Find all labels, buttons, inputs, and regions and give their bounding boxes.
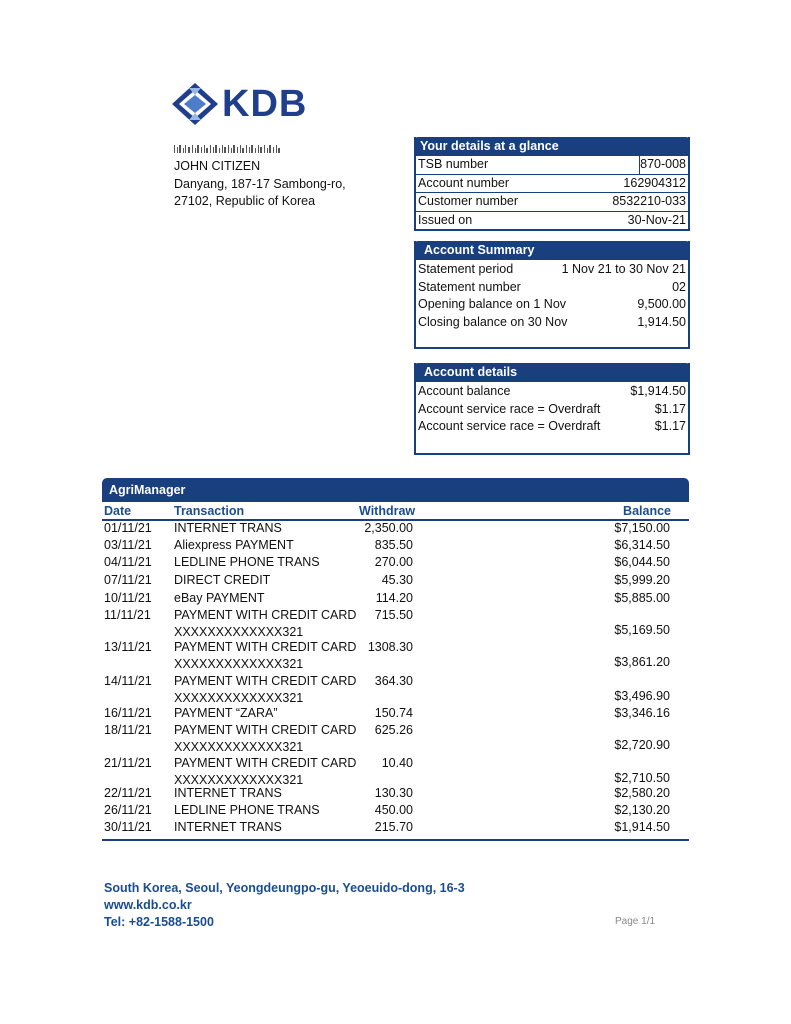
summary-value: 1 Nov 21 to 30 Nov 21 [561, 262, 686, 276]
summary-title: Account Summary [414, 241, 690, 260]
tx-desc: PAYMENT WITH CREDIT CARD [174, 756, 357, 770]
summary-label: Statement number [418, 279, 521, 294]
tx-date: 07/11/21 [104, 573, 152, 587]
account-value: $1,914.50 [630, 384, 686, 398]
tx-date: 16/11/21 [104, 706, 152, 720]
tx-withdraw: 114.20 [375, 591, 413, 605]
summary-row [416, 314, 688, 332]
account-value: $1.17 [654, 401, 686, 416]
tx-desc: LEDLINE PHONE TRANS [174, 555, 320, 569]
tx-balance: $2,130.20 [614, 803, 670, 817]
tx-date: 30/11/21 [104, 820, 152, 834]
tx-desc: PAYMENT WITH CREDIT CARD [174, 723, 357, 737]
account-label: Account service race = Overdraft [418, 401, 601, 416]
tx-balance: $3,496.90 [614, 689, 670, 703]
col-header-date: Date [104, 504, 132, 518]
account-row [416, 418, 688, 436]
details-value: 162904312 [623, 175, 686, 190]
tx-desc-card: XXXXXXXXXXXXX321 [174, 625, 304, 639]
tx-withdraw: 715.50 [374, 608, 413, 622]
tx-balance: $5,999.20 [614, 573, 670, 587]
tx-withdraw: 150.74 [374, 706, 413, 720]
transactions-header-row [102, 502, 689, 521]
transactions-title: AgriManager [102, 478, 689, 502]
summary-row [416, 279, 688, 297]
summary-value: 02 [672, 279, 686, 294]
details-panel [414, 137, 690, 231]
summary-value: 9,500.00 [637, 297, 686, 311]
details-row [416, 156, 688, 175]
tx-desc: LEDLINE PHONE TRANS [174, 803, 320, 817]
tx-withdraw: 270.00 [374, 555, 413, 569]
tx-desc: eBay PAYMENT [174, 591, 265, 605]
details-value: 30-Nov-21 [627, 212, 686, 227]
summary-label: Statement period [418, 262, 514, 276]
account-row [416, 383, 688, 401]
tx-desc: INTERNET TRANS [174, 786, 282, 800]
account-label: Account balance [418, 384, 511, 398]
footer-address: South Korea, Seoul, Yeongdeungpo-gu, Yeoeuido-dong, 16-3 [104, 881, 465, 895]
tx-balance: $5,169.50 [614, 623, 670, 637]
address-line-1: Danyang, 187-17 Sambong-ro, [174, 176, 346, 191]
tx-date: 04/11/21 [104, 555, 152, 569]
tx-withdraw: 625.26 [374, 723, 413, 737]
kdb-logo [172, 82, 307, 126]
tx-balance: $5,885.00 [614, 591, 670, 605]
tx-balance: $6,314.50 [614, 538, 670, 552]
details-value: 870-008 [640, 157, 686, 171]
tx-date: 26/11/21 [104, 803, 152, 817]
tx-withdraw: 364.30 [374, 674, 413, 688]
tx-balance: $1,914.50 [614, 820, 670, 834]
tx-desc: PAYMENT WITH CREDIT CARD [174, 640, 357, 654]
tx-balance: $3,861.20 [614, 655, 670, 669]
customer-address [174, 158, 346, 211]
tx-desc: Aliexpress PAYMENT [174, 538, 294, 552]
details-title: Your details at a glance [414, 137, 690, 156]
tx-withdraw: 130.30 [374, 786, 413, 800]
tx-desc: INTERNET TRANS [174, 820, 282, 834]
transactions-body [102, 521, 689, 841]
brand-name: KDB [222, 82, 308, 125]
summary-label: Closing balance on 30 Nov [418, 314, 568, 329]
tx-withdraw: 835.50 [374, 538, 413, 552]
tx-desc: INTERNET TRANS [174, 521, 282, 535]
summary-label: Opening balance on 1 Nov [418, 297, 567, 311]
tx-desc: PAYMENT WITH CREDIT CARD [174, 674, 357, 688]
tx-date: 10/11/21 [104, 591, 152, 605]
summary-row [416, 261, 688, 279]
tx-withdraw: 2,350.00 [364, 521, 413, 535]
account-row [416, 401, 688, 419]
details-label: TSB number [418, 156, 640, 174]
details-grid [416, 156, 688, 229]
tx-withdraw: 45.30 [381, 573, 413, 587]
details-label: Issued on [418, 212, 473, 227]
tx-desc: DIRECT CREDIT [174, 573, 271, 587]
tx-balance: $2,710.50 [614, 771, 670, 785]
tx-withdraw: 10.40 [381, 756, 413, 770]
address-barcode [174, 145, 280, 153]
details-label: Customer number [418, 194, 519, 208]
col-header-transaction: Transaction [174, 504, 245, 518]
account-panel [414, 363, 690, 455]
tx-desc-card: XXXXXXXXXXXXX321 [174, 740, 304, 754]
customer-name: JOHN CITIZEN [174, 159, 261, 173]
tx-date: 01/11/21 [104, 521, 152, 535]
page-number: Page 1/1 [615, 916, 656, 927]
address-line-2: 27102, Republic of Korea [174, 194, 316, 208]
account-title: Account details [414, 363, 690, 382]
col-header-balance: Balance [623, 504, 671, 518]
tx-desc: PAYMENT “ZARA” [174, 706, 278, 720]
tx-balance: $7,150.00 [614, 521, 670, 535]
tx-desc: PAYMENT WITH CREDIT CARD [174, 608, 357, 622]
tx-date: 21/11/21 [104, 756, 152, 770]
details-row [416, 193, 688, 212]
details-row [416, 175, 688, 194]
tx-date: 22/11/21 [104, 786, 152, 800]
details-row [416, 212, 688, 230]
tx-date: 18/11/21 [104, 723, 152, 737]
footer-website[interactable]: www.kdb.co.kr [104, 898, 192, 912]
tx-desc-card: XXXXXXXXXXXXX321 [174, 657, 304, 671]
account-label: Account service race = Overdraft [418, 419, 601, 433]
tx-desc-card: XXXXXXXXXXXXX321 [174, 691, 304, 705]
tx-balance: $6,044.50 [614, 555, 670, 569]
footer [104, 880, 465, 931]
tx-withdraw: 215.70 [374, 820, 413, 834]
tx-date: 03/11/21 [104, 538, 152, 552]
tx-withdraw: 1308.30 [367, 640, 413, 654]
tx-balance: $3,346.16 [614, 706, 670, 720]
col-header-withdraw: Withdraw [359, 504, 416, 518]
tx-date: 14/11/21 [104, 674, 152, 688]
transactions-table [102, 478, 689, 841]
tx-balance: $2,580.20 [614, 786, 670, 800]
tx-balance: $2,720.90 [614, 738, 670, 752]
summary-value: 1,914.50 [637, 314, 686, 329]
details-value: 8532210-033 [612, 194, 686, 208]
details-label: Account number [418, 175, 510, 190]
tx-date: 13/11/21 [104, 640, 152, 654]
tx-withdraw: 450.00 [374, 803, 413, 817]
kdb-logo-icon [172, 83, 218, 125]
account-value: $1.17 [654, 419, 686, 433]
summary-row [416, 296, 688, 314]
tx-desc-card: XXXXXXXXXXXXX321 [174, 773, 304, 787]
summary-panel [414, 241, 690, 349]
tx-date: 11/11/21 [104, 608, 151, 622]
footer-phone: Tel: +82-1588-1500 [104, 915, 214, 929]
